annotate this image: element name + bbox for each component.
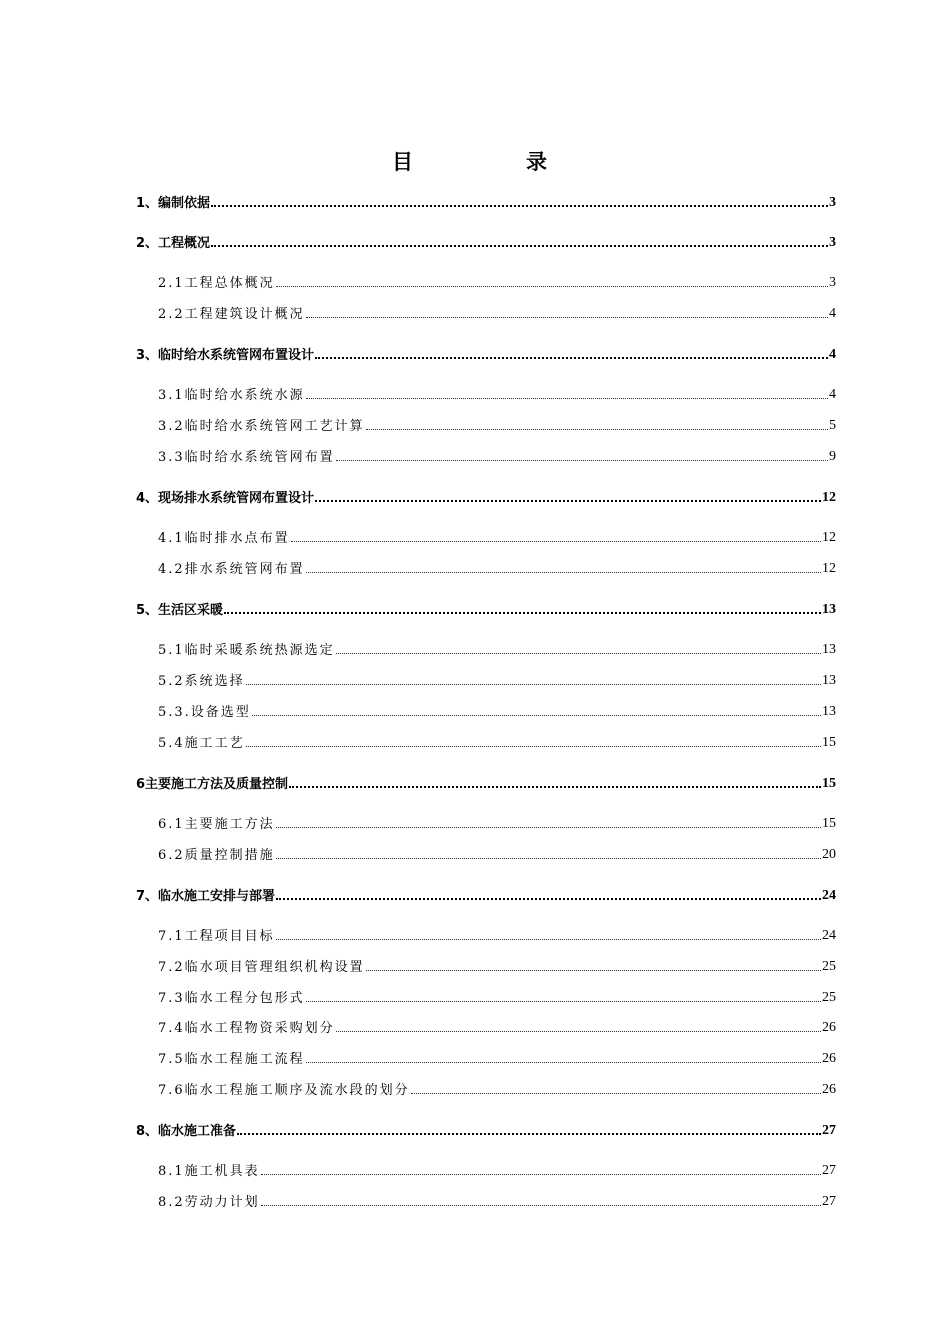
toc-subsection-entry[interactable] (158, 984, 836, 1006)
toc-subsection-entry[interactable] (158, 300, 836, 322)
toc-page-number: 26 (822, 1051, 836, 1066)
dot-leader (246, 684, 821, 685)
toc-entry-label: 8.1施工机具表 (158, 1164, 260, 1179)
toc-page-number: 27 (822, 1194, 836, 1209)
toc-entry-label: 7.2临水项目管理组织机构设置 (158, 960, 365, 975)
toc-entry-label: 6主要施工方法及质量控制 (136, 777, 289, 792)
toc-subsection-entry[interactable] (158, 443, 836, 465)
toc-entry-label: 2.1工程总体概况 (158, 276, 275, 291)
dot-leader (261, 1174, 821, 1175)
dot-leader (252, 715, 821, 716)
toc-subsection-entry[interactable] (158, 667, 836, 689)
dot-leader (276, 858, 821, 859)
toc-subsection-entry[interactable] (158, 841, 836, 863)
toc-entry-label: 2.2工程建筑设计概况 (158, 307, 305, 322)
toc-subsection-entry[interactable] (158, 381, 836, 403)
toc-page-number: 3 (829, 195, 836, 210)
toc-page-number: 25 (822, 990, 836, 1005)
dot-leader (289, 786, 821, 788)
dot-leader (336, 653, 821, 654)
dot-leader (276, 827, 821, 828)
toc-section-entry[interactable] (136, 189, 836, 211)
toc-title: 目 录 (392, 150, 593, 174)
toc-entry-label: 5.1临时采暖系统热源选定 (158, 643, 335, 658)
toc-entry-label: 7、临水施工安排与部署 (136, 889, 276, 904)
dot-leader (291, 541, 821, 542)
toc-page-number: 3 (829, 275, 836, 290)
toc-page-number: 13 (822, 642, 836, 657)
toc-subsection-entry[interactable] (158, 412, 836, 434)
toc-entry-label: 6.2质量控制措施 (158, 848, 275, 863)
dot-leader (306, 1062, 821, 1063)
dot-leader (276, 939, 821, 940)
toc-page-number: 3 (829, 235, 836, 250)
toc-page-number: 9 (829, 449, 836, 464)
toc-page-number: 4 (829, 347, 836, 362)
toc-entry-label: 4.1临时排水点布置 (158, 531, 290, 546)
toc-subsection-entry[interactable] (158, 810, 836, 832)
dot-leader (224, 612, 821, 614)
toc-subsection-entry[interactable] (158, 729, 836, 751)
toc-entry-label: 5.4施工工艺 (158, 736, 245, 751)
toc-subsection-entry[interactable] (158, 524, 836, 546)
toc-subsection-entry[interactable] (158, 1157, 836, 1179)
dot-leader (306, 317, 828, 318)
dot-leader (276, 898, 821, 900)
toc-subsection-entry[interactable] (158, 1188, 836, 1210)
toc-section-entry[interactable] (136, 341, 836, 363)
toc-entry-label: 4.2排水系统管网布置 (158, 562, 305, 577)
toc-page-number: 26 (822, 1020, 836, 1035)
toc-entry-label: 2、工程概况 (136, 236, 211, 251)
toc-page-number: 20 (822, 847, 836, 862)
dot-leader (306, 1001, 821, 1002)
toc-entry-label: 8.2劳动力计划 (158, 1195, 260, 1210)
toc-entry-label: 4、现场排水系统管网布置设计 (136, 491, 315, 506)
dot-leader (306, 572, 821, 573)
toc-entry-label: 7.5临水工程施工流程 (158, 1052, 305, 1067)
toc-page-number: 27 (822, 1123, 836, 1138)
toc-entry-label: 7.6临水工程施工顺序及流水段的划分 (158, 1083, 410, 1098)
dot-leader (211, 205, 828, 207)
toc-section-entry[interactable] (136, 229, 836, 251)
dot-leader (411, 1093, 821, 1094)
toc-section-entry[interactable] (136, 770, 836, 792)
toc-page-number: 15 (822, 776, 836, 791)
toc-subsection-entry[interactable] (158, 269, 836, 291)
toc-page-number: 15 (822, 816, 836, 831)
toc-entry-label: 7.1工程项目目标 (158, 929, 275, 944)
toc-subsection-entry[interactable] (158, 1076, 836, 1098)
toc-subsection-entry[interactable] (158, 698, 836, 720)
toc-entry-label: 3.1临时给水系统水源 (158, 388, 305, 403)
toc-entry-label: 6.1主要施工方法 (158, 817, 275, 832)
dot-leader (237, 1133, 821, 1135)
toc-page-number: 13 (822, 602, 836, 617)
toc-page-number: 13 (822, 704, 836, 719)
toc-subsection-entry[interactable] (158, 636, 836, 658)
toc-page-number: 12 (822, 490, 836, 505)
toc-entry-label: 5.2系统选择 (158, 674, 245, 689)
dot-leader (246, 746, 821, 747)
toc-entry-label: 3、临时给水系统管网布置设计 (136, 348, 315, 363)
toc-entry-label: 5.3.设备选型 (158, 705, 251, 720)
toc-page-number: 25 (822, 959, 836, 974)
dot-leader (306, 398, 828, 399)
toc-entry-label: 1、编制依据 (136, 196, 211, 211)
toc-subsection-entry[interactable] (158, 953, 836, 975)
toc-page-number: 24 (822, 888, 836, 903)
dot-leader (336, 460, 828, 461)
toc-section-entry[interactable] (136, 882, 836, 904)
toc-section-entry[interactable] (136, 596, 836, 618)
toc-page-number: 12 (822, 561, 836, 576)
toc-entry-label: 3.2临时给水系统管网工艺计算 (158, 419, 365, 434)
toc-section-entry[interactable] (136, 484, 836, 506)
dot-leader (261, 1205, 821, 1206)
toc-entry-label: 3.3临时给水系统管网布置 (158, 450, 335, 465)
toc-entry-label: 7.3临水工程分包形式 (158, 991, 305, 1006)
toc-subsection-entry[interactable] (158, 1014, 836, 1036)
dot-leader (366, 429, 828, 430)
toc-page-number: 4 (829, 306, 836, 321)
toc-page-number: 5 (829, 418, 836, 433)
dot-leader (366, 970, 821, 971)
toc-page-number: 13 (822, 673, 836, 688)
toc-page-number: 4 (829, 387, 836, 402)
toc-page-number: 26 (822, 1082, 836, 1097)
dot-leader (315, 500, 821, 502)
toc-page-number: 12 (822, 530, 836, 545)
toc-section-entry[interactable] (136, 1117, 836, 1139)
toc-entry-label: 5、生活区采暖 (136, 603, 224, 618)
dot-leader (315, 357, 828, 359)
toc-page-number: 27 (822, 1163, 836, 1178)
toc-subsection-entry[interactable] (158, 922, 836, 944)
dot-leader (336, 1031, 821, 1032)
toc-entry-label: 7.4临水工程物资采购划分 (158, 1021, 335, 1036)
toc-subsection-entry[interactable] (158, 1045, 836, 1067)
dot-leader (276, 286, 828, 287)
toc-entry-label: 8、临水施工准备 (136, 1124, 237, 1139)
toc-subsection-entry[interactable] (158, 555, 836, 577)
toc-page-number: 24 (822, 928, 836, 943)
dot-leader (211, 245, 828, 247)
toc-page-number: 15 (822, 735, 836, 750)
